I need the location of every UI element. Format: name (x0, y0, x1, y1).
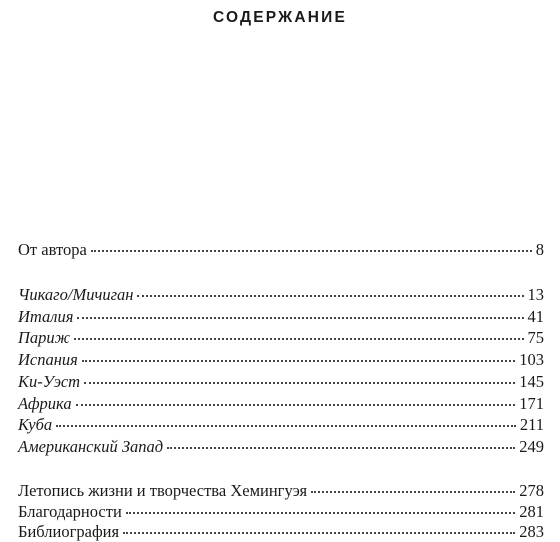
toc-entry-intro[interactable] (18, 240, 544, 260)
dot-leader (167, 447, 515, 449)
toc-entry-chapter[interactable] (18, 350, 544, 370)
dot-leader (137, 295, 523, 297)
page-title: СОДЕРЖАНИЕ (212, 9, 348, 26)
toc-entry-page: 41 (527, 307, 544, 326)
toc-entry-chapter[interactable] (18, 307, 544, 327)
toc-entry-title: Летопись жизни и творчества Хемингуэя (18, 481, 308, 500)
toc-entry-title: Американский Запад (18, 437, 164, 456)
dot-leader (76, 404, 516, 406)
toc-entry-title: Африка (18, 394, 72, 413)
dot-leader (84, 382, 515, 384)
dot-leader (126, 512, 515, 514)
toc-entry-title: Библиография (18, 522, 120, 541)
toc-entry-page: 171 (519, 394, 544, 413)
toc-entry-title: Париж (18, 328, 71, 347)
toc-entry-title: Испания (18, 350, 78, 369)
toc-entry-page: 13 (527, 285, 544, 304)
dot-leader (56, 425, 516, 427)
dot-leader (91, 250, 532, 252)
dot-leader (311, 491, 515, 493)
toc-entry-title: От автора (18, 240, 87, 259)
toc-entry-chapter[interactable] (18, 328, 544, 348)
toc-entry-chapter[interactable] (18, 372, 544, 392)
toc-entry-title: Италия (18, 307, 74, 326)
toc-entry-appendix[interactable] (18, 522, 544, 542)
toc-entry-page: 8 (535, 240, 544, 259)
toc-entry-chapter[interactable] (18, 437, 544, 457)
toc-entry-page: 145 (519, 372, 544, 391)
toc-entry-page: 283 (519, 522, 544, 541)
toc-entry-chapter[interactable] (18, 394, 544, 414)
toc-entry-page: 103 (519, 350, 544, 369)
toc-entry-page: 278 (519, 481, 544, 500)
toc-entry-page: 249 (519, 437, 544, 456)
dot-leader (74, 338, 523, 340)
toc-entry-page: 211 (519, 415, 544, 434)
toc-entry-page: 75 (527, 328, 544, 347)
toc-entry-appendix[interactable] (18, 502, 544, 522)
dot-leader (77, 317, 523, 319)
toc-entry-title: Ки-Уэст (18, 372, 81, 391)
toc-entry-title: Куба (18, 415, 53, 434)
toc-entry-appendix[interactable] (18, 481, 544, 501)
dot-leader (82, 360, 515, 362)
toc-entry-title: Благодарности (18, 502, 122, 521)
dot-leader (123, 532, 515, 534)
toc-entry-title: Чикаго/Мичиган (18, 285, 134, 304)
toc-entry-chapter[interactable] (18, 415, 544, 435)
toc-entry-chapter[interactable] (18, 285, 544, 305)
toc-entry-page: 281 (519, 502, 544, 521)
